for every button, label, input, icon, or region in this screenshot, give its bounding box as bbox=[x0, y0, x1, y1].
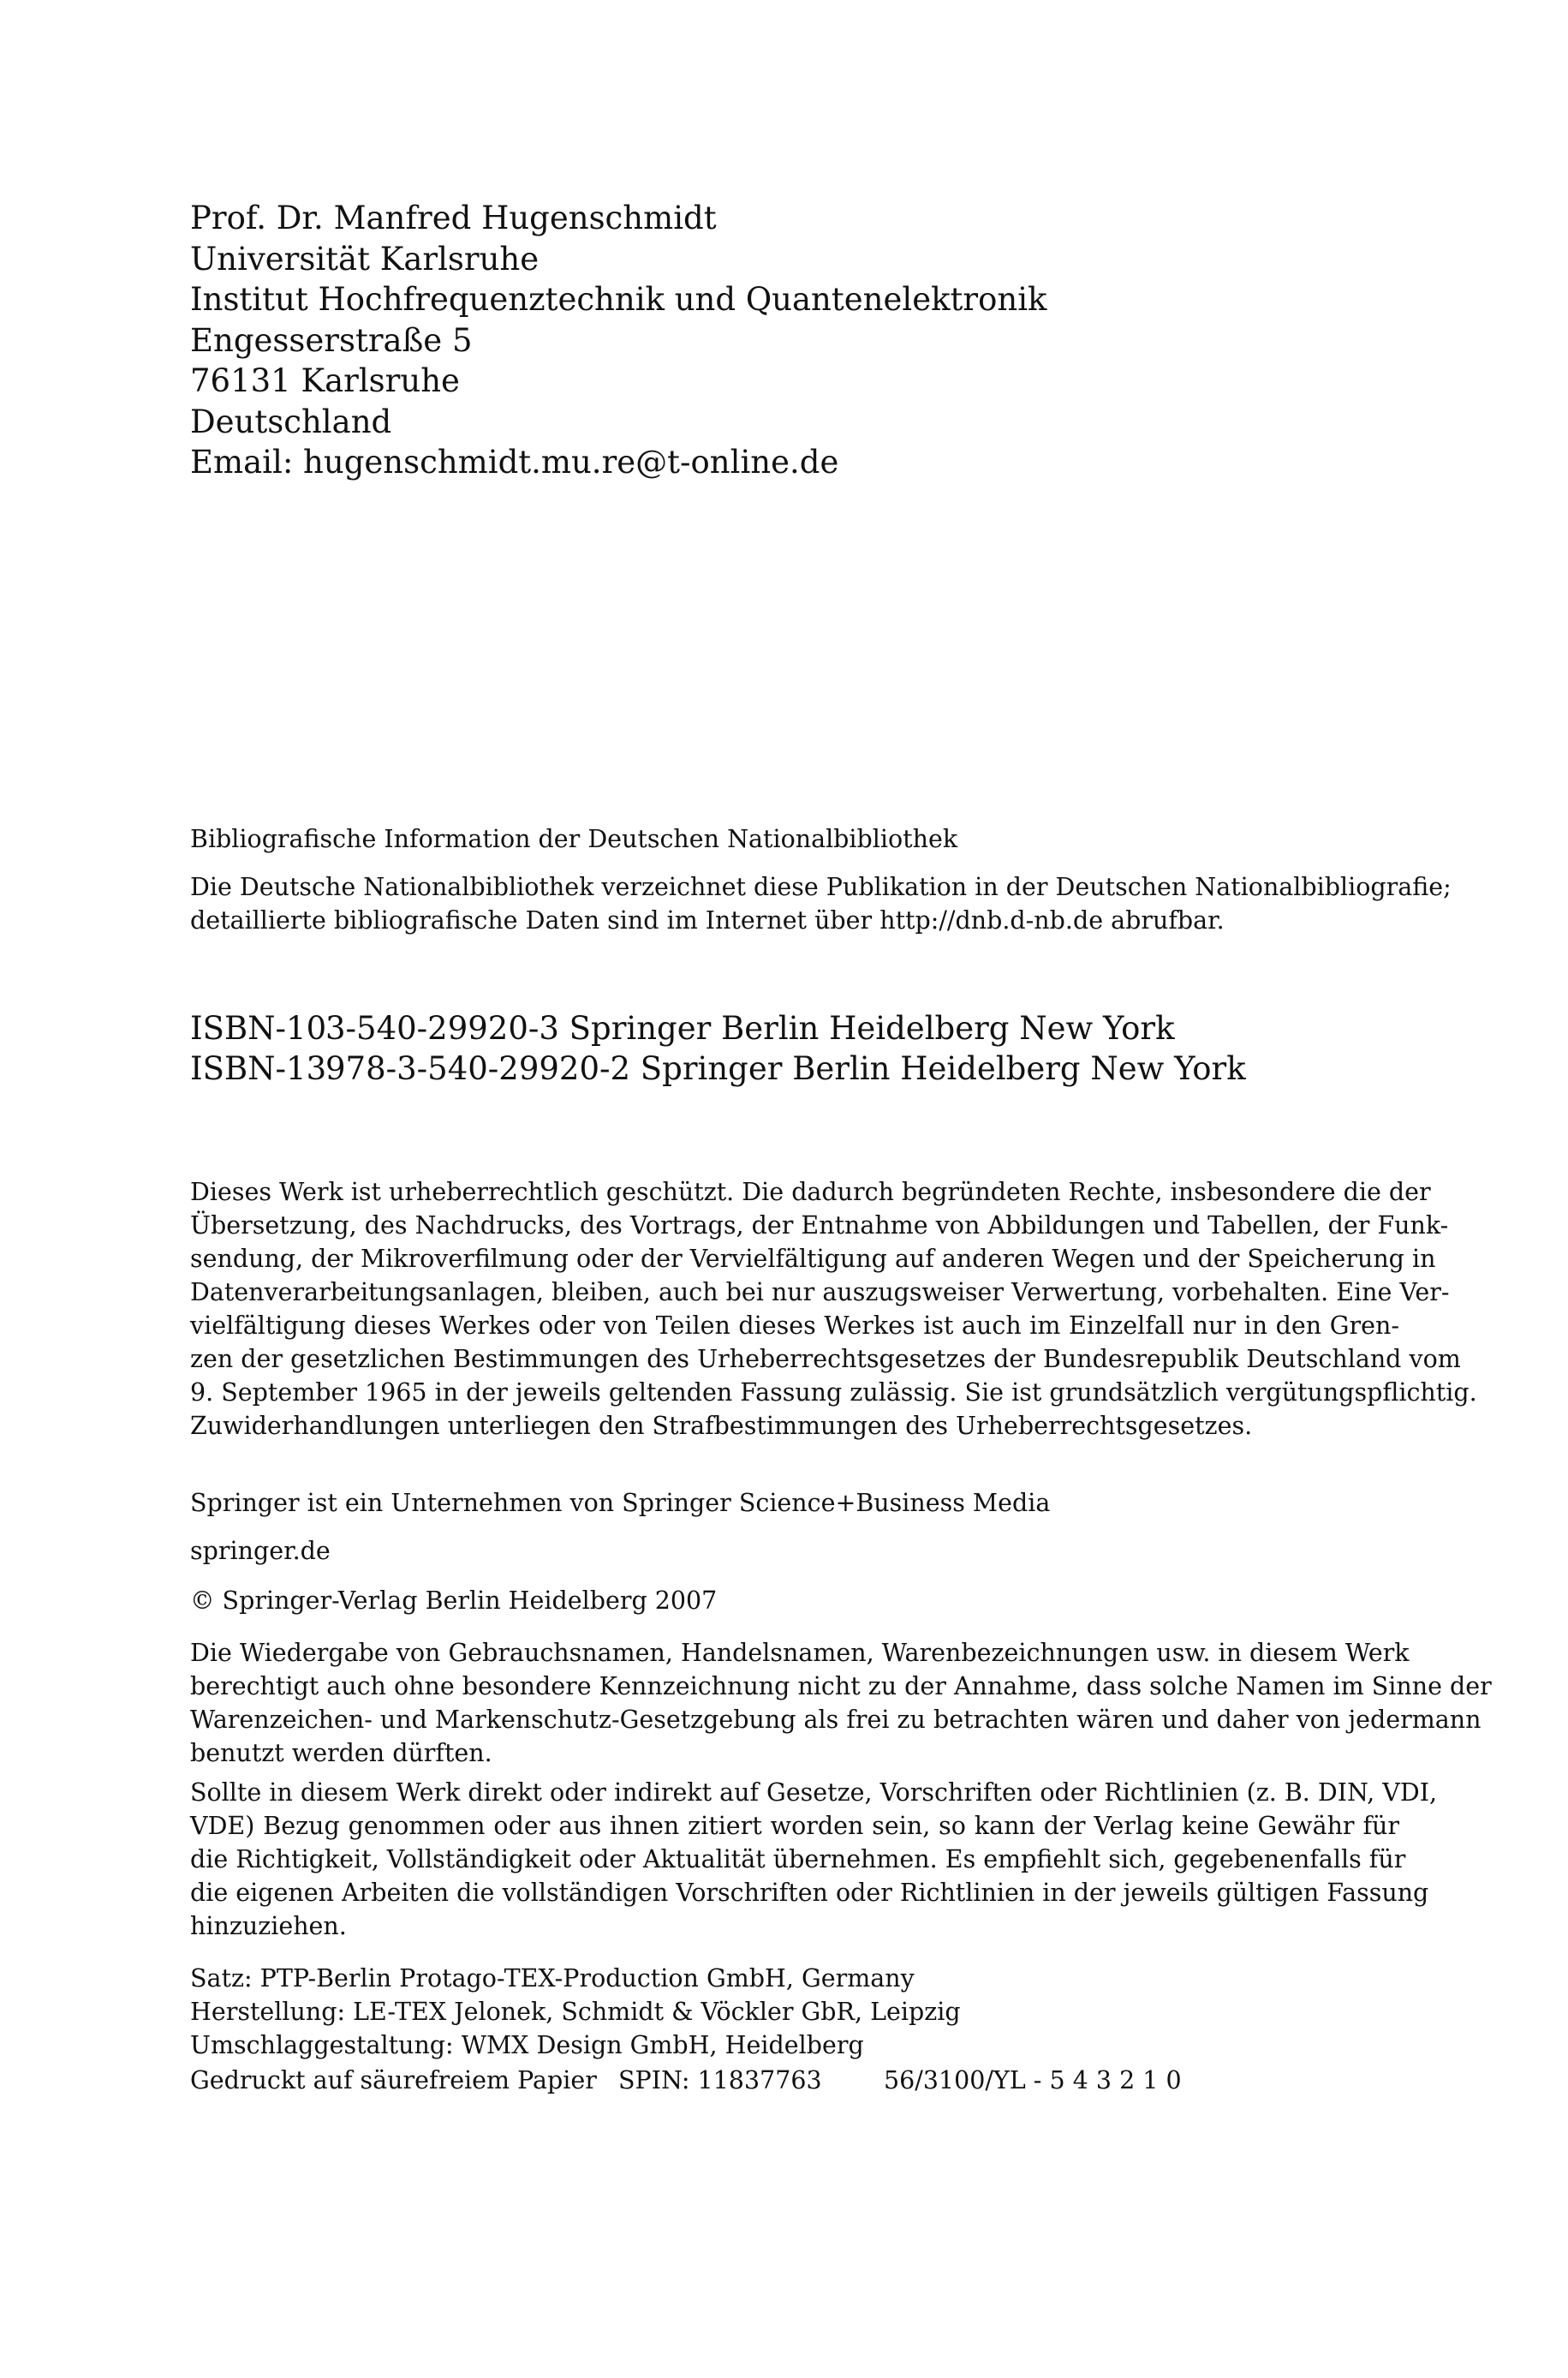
manufacturing-credit: Herstellung: LE-TEX Jelonek, Schmidt & Vöckler GbR, Leipzig bbox=[190, 1998, 961, 2026]
paragraph-line: zen der gesetzlichen Bestimmungen des Urheberrechtsgesetzes der Bundesrepublik Deutschland vom bbox=[190, 1345, 1461, 1373]
paper-note: Gedruckt auf säurefreiem Papier bbox=[190, 2066, 597, 2094]
paragraph-line: Übersetzung, des Nachdrucks, des Vortrags, der Entnahme von Abbildungen und Tabellen, der Funk- bbox=[190, 1211, 1449, 1240]
isbn-13 bbox=[190, 1049, 1399, 1089]
author-name: Prof. Dr. Manfred Hugenschmidt bbox=[190, 200, 717, 236]
typesetting-credit: Satz: PTP-Berlin Protago-TEX-Production GmbH, Germany bbox=[190, 1964, 915, 1993]
paragraph-line: die eigenen Arbeiten die vollständigen Vorschriften oder Richtlinien in der jeweils gültigen Fassung bbox=[190, 1879, 1429, 1907]
paragraph-line: 9. September 1965 in der jeweils geltenden Fassung zulässig. Sie ist grundsätzlich vergütungspflichtig. bbox=[190, 1378, 1477, 1407]
paragraph-line: sendung, der Mikroverfilmung oder der Vervielfältigung auf anderen Wegen und der Speicherung in bbox=[190, 1245, 1436, 1273]
author-institute: Institut Hochfrequenztechnik und Quantenelektronik bbox=[190, 281, 1047, 318]
isbn-value: 978-3-540-29920-2 Springer Berlin Heidelberg New York bbox=[325, 1050, 1246, 1087]
liability-notice bbox=[190, 1776, 1438, 1943]
publisher-website: springer.de bbox=[190, 1537, 331, 1565]
paragraph-line: Zuwiderhandlungen unterliegen den Strafbestimmungen des Urheberrechtsgesetzes. bbox=[190, 1412, 1253, 1440]
paragraph-line: die Richtigkeit, Vollständigkeit oder Aktualität übernehmen. Es empfiehlt sich, gegebenenfalls für bbox=[190, 1845, 1406, 1873]
biblio-line: Die Deutsche Nationalbibliothek verzeichnet diese Publikation in der Deutschen Nationalbibliografie; bbox=[190, 873, 1452, 901]
cover-design-credit: Umschlaggestaltung: WMX Design GmbH, Heidelberg bbox=[190, 2031, 864, 2059]
author-street: Engesserstraße 5 bbox=[190, 321, 473, 359]
biblio-text bbox=[190, 870, 1452, 937]
paragraph-line: hinzuziehen. bbox=[190, 1912, 347, 1940]
author-university: Universität Karlsruhe bbox=[190, 240, 540, 278]
spin-number: SPIN: 11837763 bbox=[618, 2066, 822, 2094]
trademark-notice bbox=[190, 1636, 1492, 1770]
biblio-heading: Bibliografische Information der Deutschen Nationalbibliothek bbox=[190, 825, 958, 853]
isbn-10 bbox=[190, 1008, 1399, 1049]
author-city: 76131 Karlsruhe bbox=[190, 362, 460, 399]
publisher-copyright: © Springer-Verlag Berlin Heidelberg 2007 bbox=[190, 1586, 718, 1615]
paragraph-line: Datenverarbeitungsanlagen, bleiben, auch bei nur auszugsweiser Verwertung, vorbehalten. Eine Ver- bbox=[190, 1278, 1450, 1306]
paragraph-line: Die Wiedergabe von Gebrauchsnamen, Handelsnamen, Warenbezeichnungen usw. in diesem Werk bbox=[190, 1639, 1410, 1667]
paragraph-line: benutzt werden dürften. bbox=[190, 1739, 492, 1767]
author-email: Email: hugenschmidt.mu.re@t-online.de bbox=[190, 444, 839, 481]
isbn-label: ISBN-10 bbox=[190, 1010, 327, 1047]
paragraph-line: Dieses Werk ist urheberrechtlich geschützt. Die dadurch begründeten Rechte, insbesondere die der bbox=[190, 1178, 1431, 1206]
isbn-value: 3-540-29920-3 Springer Berlin Heidelberg New York bbox=[325, 1010, 1175, 1047]
biblio-line: detaillierte bibliografische Daten sind im Internet über http://dnb.d-nb.de abrufbar. bbox=[190, 906, 1225, 935]
paragraph-line: Warenzeichen- und Markenschutz-Gesetzgebung als frei zu betrachten wären und daher von jedermann bbox=[190, 1706, 1482, 1734]
isbn-block bbox=[190, 1008, 1399, 1089]
paragraph-line: VDE) Bezug genommen oder aus ihnen zitiert worden sein, so kann der Verlag keine Gewähr für bbox=[190, 1812, 1399, 1840]
author-country: Deutschland bbox=[190, 403, 392, 440]
author-address bbox=[190, 198, 1399, 483]
print-code: 56/3100/YL - 5 4 3 2 1 0 bbox=[884, 2066, 1182, 2094]
production-credits bbox=[190, 1962, 1399, 2062]
isbn-label: ISBN-13 bbox=[190, 1050, 327, 1087]
copyright-notice bbox=[190, 1175, 1477, 1443]
paragraph-line: berechtigt auch ohne besondere Kennzeichnung nicht zu der Annahme, dass solche Namen im Sinne der bbox=[190, 1672, 1492, 1700]
paragraph-line: Sollte in diesem Werk direkt oder indirekt auf Gesetze, Vorschriften oder Richtlinien (z. B. DIN, VDI, bbox=[190, 1778, 1438, 1807]
paragraph-line: vielfältigung dieses Werkes oder von Teilen dieses Werkes ist auch im Einzelfall nur in den Gren- bbox=[190, 1311, 1399, 1340]
publisher-company: Springer ist ein Unternehmen von Springer Science+Business Media bbox=[190, 1489, 1051, 1517]
